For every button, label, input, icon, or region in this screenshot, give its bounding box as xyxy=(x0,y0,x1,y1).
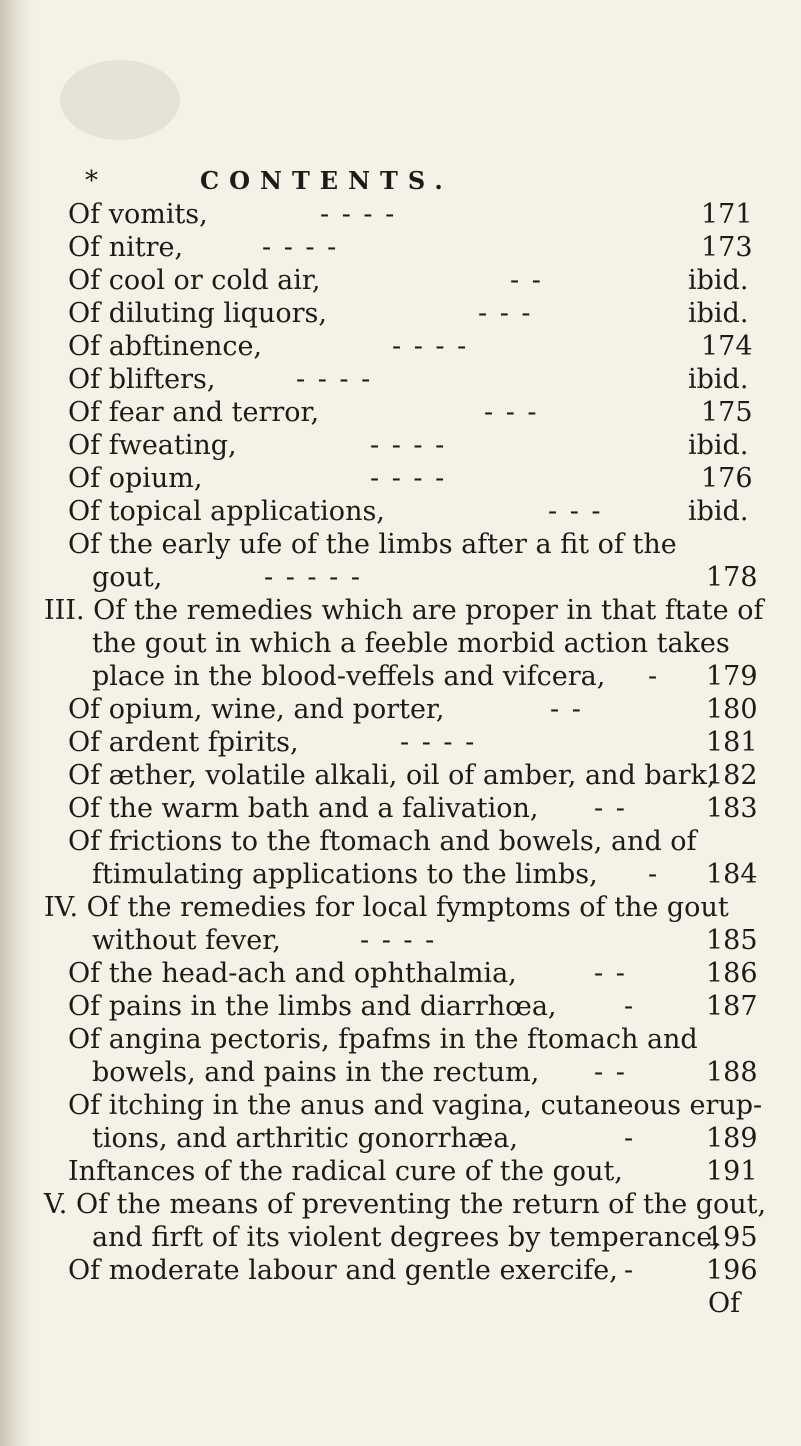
entry-page: 173 xyxy=(701,232,753,263)
entry-page: 189 xyxy=(706,1123,758,1154)
entry-leader: - xyxy=(624,1255,636,1286)
entry-text: ftimulating applications to the limbs, xyxy=(92,859,598,890)
page-binding-shadow xyxy=(0,0,34,1446)
entry-leader: - xyxy=(624,1123,636,1154)
entry-text: without fever, xyxy=(92,925,281,956)
entry-text: Of pains in the limbs and diarrhœa, xyxy=(68,991,557,1022)
entry-page: 175 xyxy=(701,397,753,428)
entry-text: and firft of its violent degrees by temperance, xyxy=(92,1222,721,1253)
header-title: CONTENTS. xyxy=(200,166,453,195)
entry-page: 171 xyxy=(701,199,753,230)
entry-leader: - - - - xyxy=(262,232,339,263)
entry-text: the gout in which a feeble morbid action takes xyxy=(92,628,730,659)
entry-text: tions, and arthritic gonorrhæa, xyxy=(92,1123,518,1154)
entry-leader: - - - - xyxy=(320,199,397,230)
entry-text: Of moderate labour and gentle exercife, xyxy=(68,1255,618,1286)
entry-text: Of fear and terror, xyxy=(68,397,320,428)
catchword: Of xyxy=(708,1288,741,1319)
entry-page: 185 xyxy=(706,925,758,956)
entry-page: 187 xyxy=(706,991,758,1022)
entry-leader: - xyxy=(648,859,660,890)
entry-leader: - - - xyxy=(478,298,533,329)
entry-page: 191 xyxy=(706,1156,758,1187)
entry-page: 174 xyxy=(701,331,753,362)
entry-page: 186 xyxy=(706,958,758,989)
entry-text: Of itching in the anus and vagina, cutaneous erup- xyxy=(68,1090,763,1121)
entry-leader: - - - - - xyxy=(264,562,362,593)
entry-leader: - - - - xyxy=(296,364,373,395)
entry-page: ibid. xyxy=(688,265,749,296)
entry-page: 196 xyxy=(706,1255,758,1286)
entry-leader: - xyxy=(648,661,660,692)
entry-text: Of the early ufe of the limbs after a fit of the xyxy=(68,529,677,560)
entry-text: Of topical applications, xyxy=(68,496,385,527)
entry-leader: - - xyxy=(594,958,627,989)
entry-text: IV. Of the remedies for local fymptoms of the gout xyxy=(44,892,729,923)
entry-page: 181 xyxy=(706,727,758,758)
entry-page: ibid. xyxy=(688,496,749,527)
entry-text: Of the head-ach and ophthalmia, xyxy=(68,958,517,989)
entry-text: Of blifters, xyxy=(68,364,216,395)
entry-text: Of nitre, xyxy=(68,232,184,263)
entry-text: gout, xyxy=(92,562,163,593)
paper-stain xyxy=(60,60,180,140)
entry-leader: - - xyxy=(594,1057,627,1088)
entry-leader: - - - - xyxy=(370,430,447,461)
entry-leader: - - - - xyxy=(370,463,447,494)
entry-text: Of cool or cold air, xyxy=(68,265,321,296)
entry-text: Of the warm bath and a falivation, xyxy=(68,793,539,824)
entry-leader: - - - xyxy=(484,397,539,428)
entry-page: ibid. xyxy=(688,430,749,461)
entry-leader: - - - - xyxy=(392,331,469,362)
entry-text: III. Of the remedies which are proper in that ftate of xyxy=(44,595,764,626)
entry-text: V. Of the means of preventing the return of the gout, xyxy=(44,1189,767,1220)
header-star: * xyxy=(85,166,98,196)
entry-page: 183 xyxy=(706,793,758,824)
entry-text: Of angina pectoris, fpafms in the ftomach and xyxy=(68,1024,698,1055)
entry-page: 188 xyxy=(706,1057,758,1088)
entry-text: Of frictions to the ftomach and bowels, and of xyxy=(68,826,697,857)
entry-text: Of æther, volatile alkali, oil of amber, and bark, xyxy=(68,760,716,791)
entry-text: Of vomits, xyxy=(68,199,208,230)
entry-text: Of opium, xyxy=(68,463,203,494)
entry-page: 180 xyxy=(706,694,758,725)
entry-text: Of ardent fpirits, xyxy=(68,727,299,758)
entry-text: bowels, and pains in the rectum, xyxy=(92,1057,540,1088)
entry-text: Inftances of the radical cure of the gout, xyxy=(68,1156,623,1187)
entry-page: 179 xyxy=(706,661,758,692)
entry-text: Of abftinence, xyxy=(68,331,263,362)
entry-leader: - - - - xyxy=(360,925,437,956)
entry-leader: - - - - xyxy=(400,727,477,758)
entry-text: place in the blood-veffels and vifcera, xyxy=(92,661,606,692)
entry-leader: - - xyxy=(594,793,627,824)
entry-text: Of opium, wine, and porter, xyxy=(68,694,445,725)
entry-page: 176 xyxy=(701,463,753,494)
entry-page: ibid. xyxy=(688,298,749,329)
running-header xyxy=(0,166,801,196)
entry-leader: - - xyxy=(550,694,583,725)
entry-text: Of diluting liquors, xyxy=(68,298,327,329)
entry-page: 178 xyxy=(706,562,758,593)
entry-page: 184 xyxy=(706,859,758,890)
entry-page: ibid. xyxy=(688,364,749,395)
entry-leader: - - xyxy=(510,265,543,296)
entry-leader: - - - xyxy=(548,496,603,527)
entry-text: Of fweating, xyxy=(68,430,237,461)
entry-leader: - xyxy=(624,991,636,1022)
entry-page: 195 xyxy=(706,1222,758,1253)
entry-page: 182 xyxy=(706,760,758,791)
